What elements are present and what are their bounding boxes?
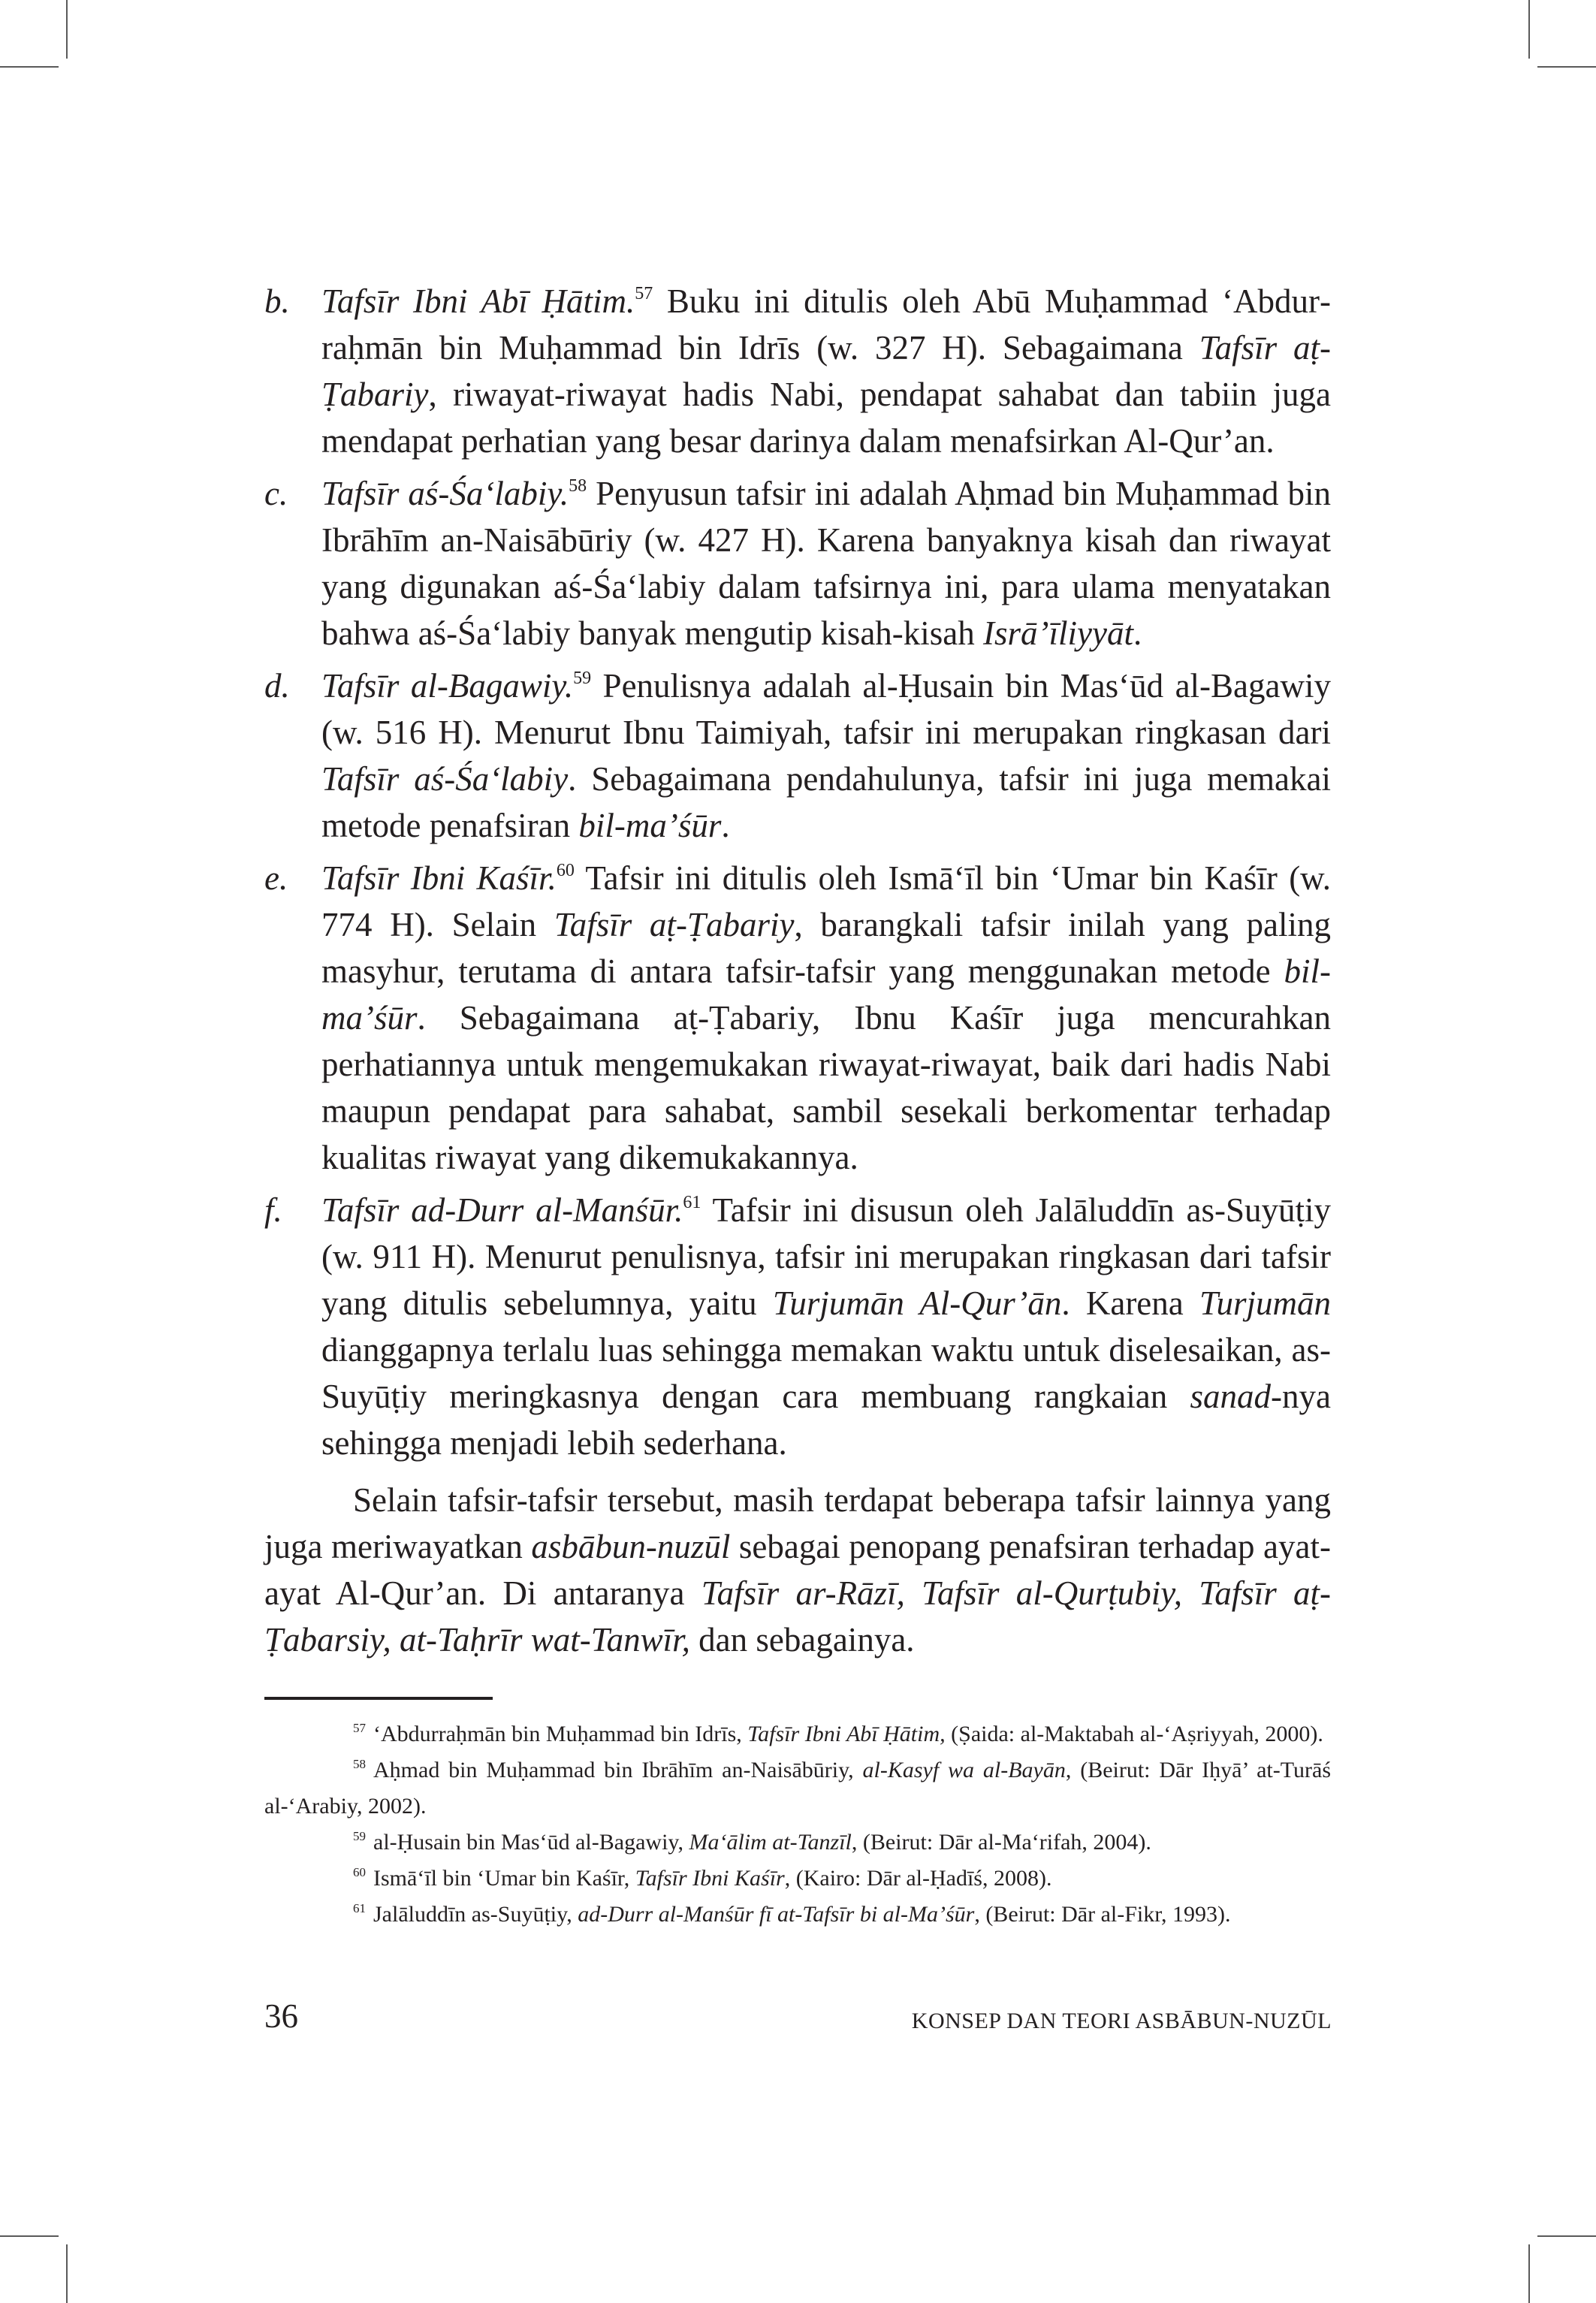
item-text: , riwayat-riwayat hadis Nabi, pendapat sahabat dan tabiin juga mendapat perhatian yang besar darinya dalam menafsirkan Al-Qur’an. (321, 376, 1331, 460)
page-number: 36 (264, 1997, 298, 2035)
footnote-italic: Tafsīr Ibni Abī Ḥātim, (747, 1722, 946, 1746)
footnote-number: 60 (353, 1865, 366, 1879)
item-text: . Sebagaimana pendahulunya, tafsir ini juga memakai metode penafsiran (321, 760, 1332, 844)
footnote-61 (264, 1897, 1331, 1933)
footnote-text: Ismā‘īl bin ‘Umar bin Kaśīr, (373, 1866, 635, 1891)
crop-mark (0, 2235, 59, 2237)
item-title: Tafsīr Ibni Abī Ḥātim. (321, 282, 635, 320)
footnote-text: al-Ḥusain bin Mas‘ūd al-Bagawiy, (373, 1830, 689, 1855)
footnote-number: 57 (353, 1721, 366, 1735)
footnote-59 (264, 1825, 1331, 1861)
footnote-text: , (Beirut: Dār al-Fikr, 1993). (974, 1902, 1231, 1927)
para-italic: Tafsīr ar-Rāzī, Tafsīr al-Qurṭubiy, Tafsīr aṭ-Ṭabarsiy, at-Taḥrīr wat-Tanwīr, (264, 1574, 1331, 1659)
para-text: dan sebagainya. (689, 1621, 915, 1659)
footnote-divider (264, 1697, 493, 1700)
item-text: . Sebagaimana aṭ-Ṭabariy, Ibnu Kaśīr juga mencurahkan perhatiannya untuk mengemukakan riwayat-riwayat, baik dari hadis Nabi maupun pendapat para sahabat, sambil sesekali berkomentar terhadap kualitas riwayat yang dikemukakannya. (321, 999, 1331, 1176)
item-italic: Isrā’īliyyāt (983, 614, 1133, 652)
item-title: Tafsīr aś-Śa‘labiy. (321, 475, 569, 512)
list-item-b (264, 278, 1331, 464)
footnote-ref[interactable]: 58 (569, 476, 587, 496)
footnote-ref[interactable]: 61 (683, 1193, 701, 1212)
item-title: Tafsīr ad-Durr al-Manśūr. (321, 1191, 683, 1229)
list-item-d (264, 663, 1331, 849)
footnote-ref[interactable]: 59 (573, 669, 592, 688)
footnote-ref[interactable]: 60 (556, 861, 575, 880)
item-italic: Turjumān Al-Qur’ān (772, 1284, 1062, 1322)
list-letter: e. (264, 859, 288, 897)
item-text: , barangkali tafsir inilah yang paling masyhur, terutama di antara tafsir-tafsir yang menggunakan metode (321, 906, 1331, 990)
item-text: Tafsir ini ditulis oleh Ismā‘īl bin ‘Umar bin Kaśīr (w. 774 H). Selain (321, 859, 1332, 943)
footnote-58 (264, 1752, 1331, 1825)
footnote-60 (264, 1861, 1331, 1897)
list-item-c (264, 470, 1331, 656)
footnote-text: , (Beirut: Dār Iḥyā’ at-Turāś al-‘Arabiy, 2002). (264, 1758, 1331, 1819)
page-body (264, 278, 1331, 1933)
footnote-text: Aḥmad bin Muḥammad bin Ibrāhīm an-Naisābūriy, (373, 1758, 863, 1782)
item-text: -nya sehingga menjadi lebih sederhana. (321, 1378, 1331, 1462)
footnote-number: 59 (353, 1829, 366, 1843)
list-letter: b. (264, 282, 290, 320)
list-item-f (264, 1187, 1331, 1466)
para-italic: asbābun-nuzūl (531, 1528, 731, 1565)
item-title: Tafsīr al-Bagawiy. (321, 667, 574, 705)
item-text: . Karena (1061, 1284, 1199, 1322)
item-text: Buku ini ditulis oleh Abū Muḥammad ‘Abdurraḥmān bin Muḥammad bin Idrīs (w. 327 H). Sebagaimana (321, 282, 1331, 367)
crop-mark (66, 0, 68, 59)
body-paragraph (264, 1477, 1331, 1663)
footnote-text: , (Beirut: Dār al-Ma‘rifah, 2004). (851, 1830, 1151, 1855)
item-title: Tafsīr Ibni Kaśīr. (321, 859, 557, 897)
footnote-text: Jalāluddīn as-Suyūṭiy, (373, 1902, 578, 1927)
list-letter: f. (264, 1191, 282, 1229)
crop-mark (1537, 2235, 1596, 2237)
footnote-italic: al-Kasyf wa al-Bayān (862, 1758, 1066, 1782)
crop-mark (66, 2244, 68, 2303)
crop-mark (1537, 66, 1596, 68)
item-text: . (1133, 614, 1142, 652)
crop-mark (1528, 2244, 1530, 2303)
item-italic: Tafsīr aṭ-Ṭabariy (321, 329, 1331, 413)
crop-mark (1528, 0, 1530, 59)
item-italic: sanad (1190, 1378, 1272, 1415)
item-text: dianggapnya terlalu luas sehingga memakan waktu untuk diselesaikan, as-Suyūṭiy meringkasnya dengan cara membuang rangkaian (321, 1331, 1331, 1415)
item-italic: Tafsīr aṭ-Ṭabariy (554, 906, 795, 943)
footnote-number: 61 (353, 1901, 366, 1915)
item-text: Tafsir ini disusun oleh Jalāluddīn as-Suyūṭiy (w. 911 H). Menurut penulisnya, tafsir ini merupakan ringkasan dari tafsir yang ditulis sebelumnya, yaitu (321, 1191, 1331, 1322)
footnote-text: ‘Abdurraḥmān bin Muḥammad bin Idrīs, (373, 1722, 748, 1746)
list-letter: c. (264, 475, 288, 512)
footnote-57 (264, 1716, 1331, 1752)
footnote-italic: Ma‘ālim at-Tanzīl (689, 1830, 852, 1855)
item-text: Penulisnya adalah al-Ḥusain bin Mas‘ūd al-Bagawiy (w. 516 H). Menurut Ibnu Taimiyah, tafsir ini merupakan ringkasan dari (321, 667, 1331, 751)
item-italic: bil-ma’śūr (578, 807, 722, 844)
footnote-italic: Tafsīr Ibni Kaśīr (635, 1866, 785, 1891)
item-text: . (721, 807, 730, 844)
footnote-italic: ad-Durr al-Manśūr fī at-Tafsīr bi al-Ma’śūr (578, 1902, 975, 1927)
para-text: Selain tafsir-tafsir tersebut, masih terdapat beberapa tafsir lainnya yang juga meriwayatkan (264, 1481, 1331, 1565)
item-text: Penyusun tafsir ini adalah Aḥmad bin Muḥammad bin Ibrāhīm an-Naisābūriy (w. 427 H). Karena banyaknya kisah dan riwayat yang digunakan aś-Śa‘labiy dalam tafsirnya ini, para ulama menyatakan bahwa aś-Śa‘labiy banyak mengutip kisah-kisah (321, 475, 1332, 652)
footnote-number: 58 (353, 1757, 366, 1771)
item-italic: Turjumān (1199, 1284, 1331, 1322)
item-italic: Tafsīr aś-Śa‘labiy (321, 760, 569, 798)
list-letter: d. (264, 667, 290, 705)
footnote-text: , (Kairo: Dār al-Ḥadīś, 2008). (784, 1866, 1052, 1891)
item-italic: bil-ma’śūr (321, 952, 1331, 1037)
list-item-e (264, 855, 1331, 1181)
footnote-text: (Ṣaida: al-Maktabah al-‘Aṣriyyah, 2000). (945, 1722, 1323, 1746)
running-head: KONSEP DAN TEORI ASBĀBUN-NUZŪL (911, 2009, 1332, 2033)
para-text: sebagai penopang penafsiran terhadap ayat-ayat Al-Qur’an. Di antaranya (264, 1528, 1331, 1612)
footnote-ref[interactable]: 57 (635, 284, 653, 303)
crop-mark (0, 66, 59, 68)
